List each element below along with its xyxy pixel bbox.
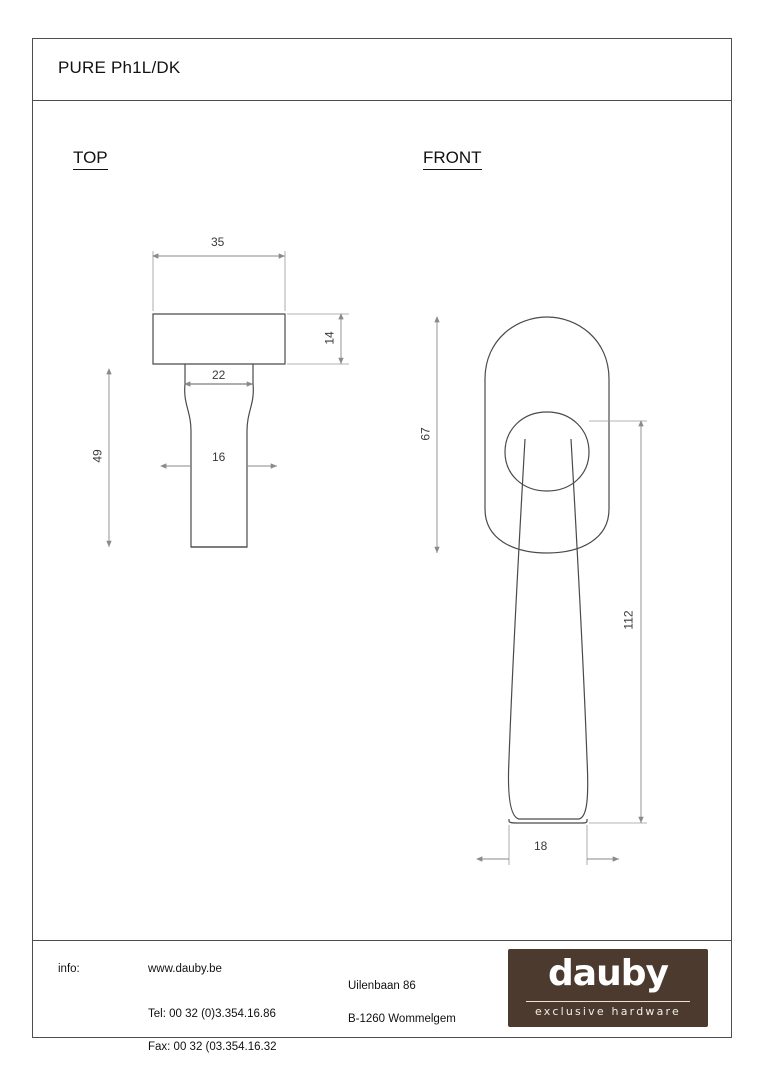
footer-info-label: info: (58, 963, 80, 975)
dim-top-height: 49 (90, 449, 105, 463)
front-view-geometry (485, 317, 609, 823)
footer-phone (148, 989, 277, 1072)
page-title: PURE Ph1L/DK (58, 58, 181, 77)
title-block (33, 39, 731, 101)
logo-wordmark: dauby (548, 953, 668, 994)
footer-address-line2: B-1260 Wommelgem (348, 1013, 456, 1026)
drawing-canvas (33, 39, 733, 1039)
dim-top-stem-width: 16 (212, 450, 226, 464)
logo-divider (526, 1001, 690, 1002)
dim-top-plate-depth: 14 (322, 331, 337, 345)
dim-top-width: 35 (211, 235, 225, 249)
front-view-dimensions (437, 317, 647, 865)
dim-top-neck-width: 22 (212, 368, 226, 382)
logo-tagline: exclusive hardware (535, 1005, 681, 1018)
dim-front-rose-height: 67 (418, 427, 433, 441)
footer-address (348, 961, 456, 1044)
top-view-dimensions (109, 251, 349, 547)
footer-fax-line: Fax: 00 32 (03.354.16.32 (148, 1041, 277, 1054)
view-label-front: FRONT (423, 149, 482, 170)
view-label-top: TOP (73, 149, 108, 170)
top-view-geometry (153, 314, 285, 547)
drawing-sheet (32, 38, 732, 1054)
dauby-logo (508, 949, 708, 1027)
footer-block (33, 940, 731, 1054)
footer-phone-line: Tel: 00 32 (0)3.354.16.86 (148, 1007, 276, 1020)
footer-website[interactable]: www.dauby.be (148, 963, 222, 975)
footer-address-line1: Uilenbaan 86 (348, 979, 416, 992)
dim-front-handle-width: 18 (534, 839, 548, 853)
dim-front-total-length: 112 (621, 610, 636, 630)
